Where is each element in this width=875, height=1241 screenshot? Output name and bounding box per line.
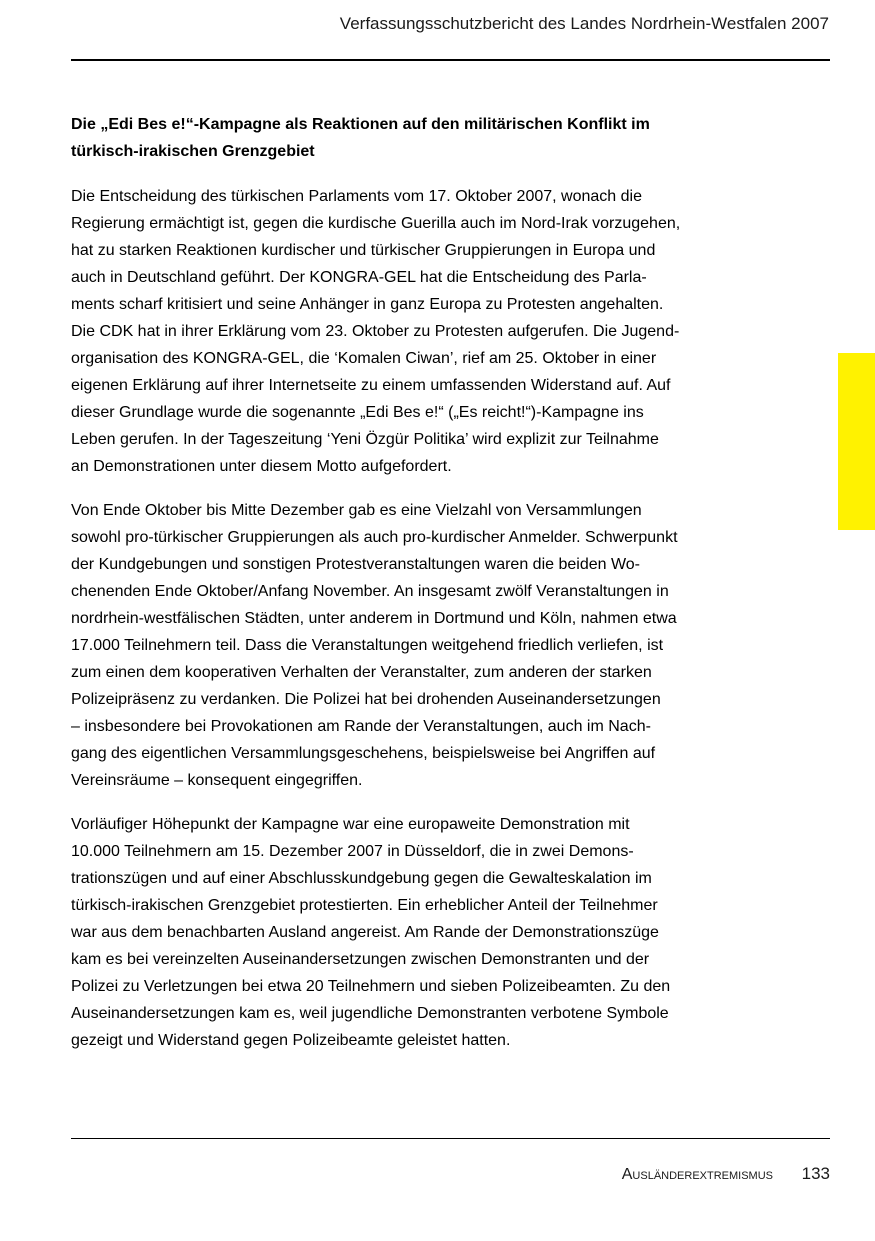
text-line: dieser Grundlage wurde die sogenannte „Edi Bes e!“ („Es reicht!“)-Kampagne ins bbox=[71, 404, 644, 421]
text-line: chenenden Ende Oktober/Anfang November. An insgesamt zwölf Veranstaltungen in bbox=[71, 583, 669, 600]
header-rule bbox=[71, 59, 830, 61]
running-head: Verfassungsschutzbericht des Landes Nordrhein-Westfalen 2007 bbox=[339, 14, 829, 33]
page-body bbox=[71, 111, 791, 1071]
text-line: Die Entscheidung des türkischen Parlaments vom 17. Oktober 2007, wonach die bbox=[71, 188, 642, 205]
page-number: 133 bbox=[801, 1164, 830, 1183]
paragraph-demonstration bbox=[71, 811, 791, 1054]
text-line: zum einen dem kooperativen Verhalten der Veranstalter, zum anderen der starken bbox=[71, 664, 652, 681]
footer-section-label: Ausländerextremismus bbox=[621, 1166, 773, 1183]
text-line: Regierung ermächtigt ist, gegen die kurdische Guerilla auch im Nord-Irak vorzugehen, bbox=[71, 215, 681, 232]
text-line: auch in Deutschland geführt. Der KONGRA-GEL hat die Entscheidung des Parla- bbox=[71, 269, 647, 286]
text-line: Von Ende Oktober bis Mitte Dezember gab es eine Vielzahl von Versammlungen bbox=[71, 502, 642, 519]
text-line: Die CDK hat in ihrer Erklärung vom 23. Oktober zu Protesten aufgerufen. Die Jugend- bbox=[71, 323, 680, 340]
text-line: trationszügen und auf einer Abschlusskundgebung gegen die Gewalteskalation im bbox=[71, 870, 652, 887]
text-line: türkisch-irakischen Grenzgebiet protestierten. Ein erheblicher Anteil der Teilnehmer bbox=[71, 897, 658, 914]
paragraph-assemblies bbox=[71, 497, 791, 794]
chapter-thumb-tab bbox=[838, 353, 875, 530]
text-line: organisation des KONGRA-GEL, die ‘Komalen Ciwan’, rief am 25. Oktober in einer bbox=[71, 350, 657, 367]
text-line: Vorläufiger Höhepunkt der Kampagne war eine europaweite Demonstration mit bbox=[71, 816, 630, 833]
section-heading-line: türkisch-irakischen Grenzgebiet bbox=[71, 143, 315, 160]
text-line: nordrhein-westfälischen Städten, unter anderem in Dortmund und Köln, nahmen etwa bbox=[71, 610, 677, 627]
text-line: 10.000 Teilnehmern am 15. Dezember 2007 in Düsseldorf, die in zwei Demons- bbox=[71, 843, 634, 860]
text-line: Auseinandersetzungen kam es, weil jugendliche Demonstranten verbotene Symbole bbox=[71, 1005, 669, 1022]
text-line: sowohl pro-türkischer Gruppierungen als auch pro-kurdischer Anmelder. Schwerpunkt bbox=[71, 529, 678, 546]
paragraph-reactions bbox=[71, 183, 791, 480]
text-line: eigenen Erklärung auf ihrer Internetseite zu einem umfassenden Widerstand auf. Auf bbox=[71, 377, 671, 394]
text-line: hat zu starken Reaktionen kurdischer und türkischer Gruppierungen in Europa und bbox=[71, 242, 656, 259]
text-line: der Kundgebungen und sonstigen Protestveranstaltungen waren die beiden Wo- bbox=[71, 556, 640, 573]
text-line: kam es bei vereinzelten Auseinandersetzungen zwischen Demonstranten und der bbox=[71, 951, 650, 968]
text-line: ments scharf kritisiert und seine Anhänger in ganz Europa zu Protesten angehalten. bbox=[71, 296, 664, 313]
text-line: war aus dem benachbarten Ausland angereist. Am Rande der Demonstrationszüge bbox=[71, 924, 659, 941]
text-line: Vereinsräume – konsequent eingegriffen. bbox=[71, 772, 363, 789]
text-line: gezeigt und Widerstand gegen Polizeibeamte geleistet hatten. bbox=[71, 1032, 511, 1049]
text-line: Polizei zu Verletzungen bei etwa 20 Teilnehmern und sieben Polizeibeamten. Zu den bbox=[71, 978, 671, 995]
text-line: gang des eigentlichen Versammlungsgeschehens, beispielsweise bei Angriffen auf bbox=[71, 745, 656, 762]
text-line: an Demonstrationen unter diesem Motto aufgefordert. bbox=[71, 458, 452, 475]
footer-rule bbox=[71, 1138, 830, 1139]
section-heading bbox=[71, 111, 791, 165]
text-line: Polizeipräsenz zu verdanken. Die Polizei hat bei drohenden Auseinandersetzungen bbox=[71, 691, 661, 708]
text-line: – insbesondere bei Provokationen am Rande der Veranstaltungen, auch im Nach- bbox=[71, 718, 651, 735]
text-line: 17.000 Teilnehmern teil. Dass die Veranstaltungen weitgehend friedlich verliefen, ist bbox=[71, 637, 664, 654]
section-heading-line: Die „Edi Bes e!“-Kampagne als Reaktionen auf den militärischen Konflikt im bbox=[71, 116, 650, 133]
text-line: Leben gerufen. In der Tageszeitung ‘Yeni Özgür Politika’ wird explizit zur Teilnahme bbox=[71, 431, 659, 448]
